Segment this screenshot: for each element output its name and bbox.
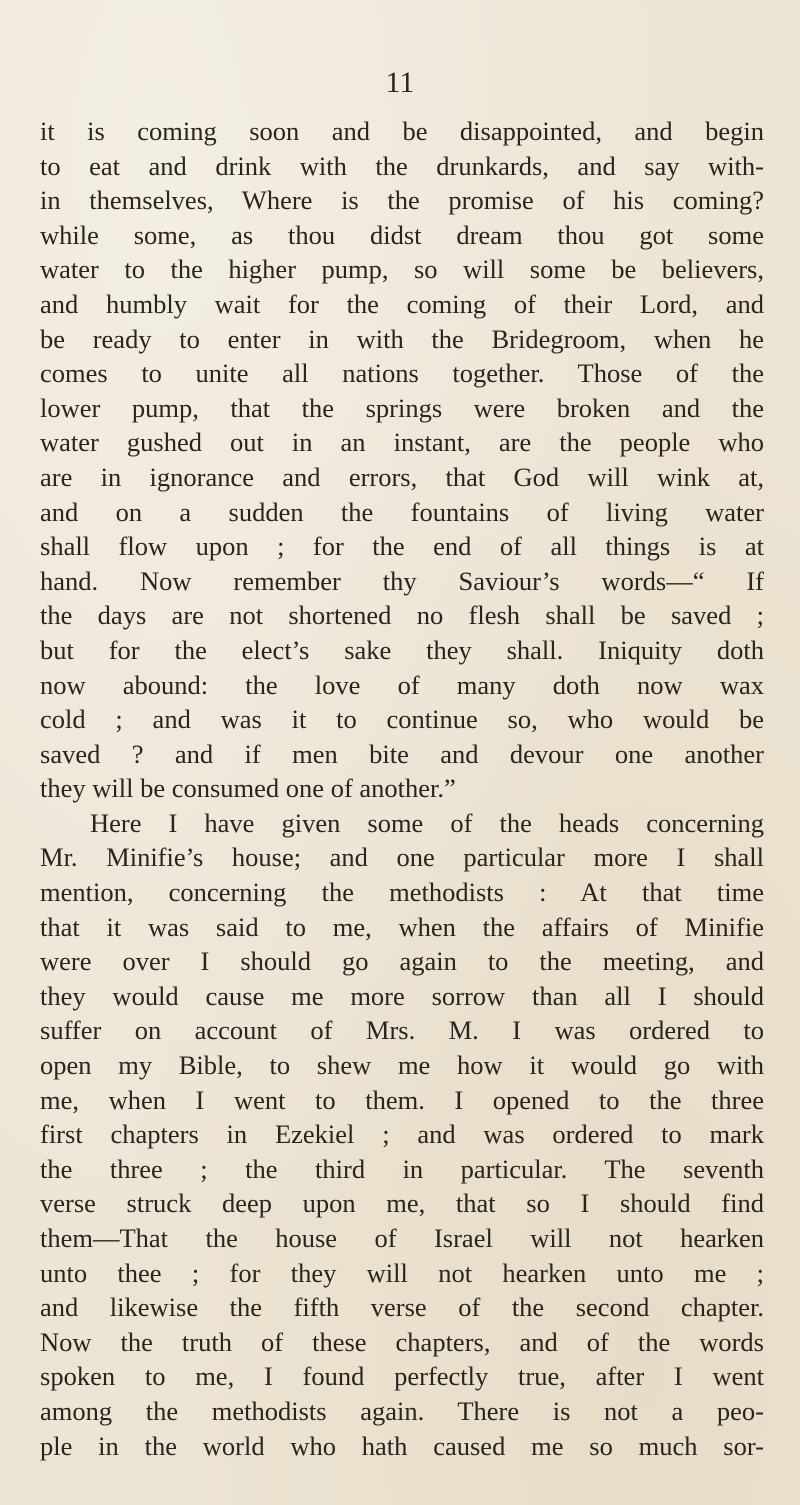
text-line: saved ? and if men bite and devour one another: [40, 738, 764, 769]
paragraph-end-line: they will be consumed one of another.”: [40, 773, 456, 804]
text-line: but for the elect’s sake they shall. Iniquity doth: [40, 634, 764, 665]
text-line: to eat and drink with the drunkards, and say with-: [40, 150, 764, 181]
text-line: open my Bible, to shew me how it would go with: [40, 1050, 764, 1081]
text-line: ple in the world who hath caused me so much sor-: [40, 1430, 764, 1461]
text-line: spoken to me, I found perfectly true, after I went: [40, 1361, 764, 1392]
text-line: cold ; and was it to continue so, who would be: [40, 704, 764, 735]
text-line: unto thee ; for they will not hearken unto me ;: [40, 1257, 764, 1288]
text-line: Now the truth of these chapters, and of the words: [40, 1326, 764, 1357]
paragraph-start-line: Here I have given some of the heads concerning: [90, 807, 764, 838]
text-line: and on a sudden the fountains of living water: [40, 496, 764, 527]
text-line: verse struck deep upon me, that so I should find: [40, 1188, 764, 1219]
text-line: shall flow upon ; for the end of all things is at: [40, 531, 764, 562]
text-line: me, when I went to them. I opened to the three: [40, 1084, 764, 1115]
text-line: Mr. Minifie’s house; and one particular more I shall: [40, 842, 764, 873]
text-line: lower pump, that the springs were broken and the: [40, 392, 764, 423]
text-line: they would cause me more sorrow than all I should: [40, 980, 764, 1011]
text-line: now abound: the love of many doth now wax: [40, 669, 764, 700]
text-line: comes to unite all nations together. Those of the: [40, 358, 764, 389]
text-line: suffer on account of Mrs. M. I was ordered to: [40, 1015, 764, 1046]
text-line: it is coming soon and be disappointed, and begin: [40, 116, 764, 146]
text-line: and humbly wait for the coming of their Lord, and: [40, 288, 764, 319]
text-line: mention, concerning the methodists : At that time: [40, 877, 764, 908]
text-line: be ready to enter in with the Bridegroom, when he: [40, 323, 764, 354]
page-number: 11: [385, 66, 415, 99]
body-text: [40, 114, 764, 1463]
text-line: were over I should go again to the meeting, and: [40, 946, 764, 977]
text-line: and likewise the fifth verse of the second chapter.: [40, 1292, 764, 1323]
text-line: first chapters in Ezekiel ; and was ordered to mark: [40, 1119, 764, 1150]
text-line: hand. Now remember thy Saviour’s words—“ If: [40, 565, 764, 596]
text-line: in themselves, Where is the promise of his coming?: [40, 185, 764, 216]
text-line: water to the higher pump, so will some be believers,: [40, 254, 764, 285]
text-line: while some, as thou didst dream thou got some: [40, 219, 764, 250]
text-line: among the methodists again. There is not a peo-: [40, 1395, 764, 1426]
text-line: that it was said to me, when the affairs of Minifie: [40, 911, 764, 942]
text-line: the days are not shortened no flesh shall be saved ;: [40, 600, 764, 631]
text-line: are in ignorance and errors, that God will wink at,: [40, 461, 764, 492]
text-line: water gushed out in an instant, are the people who: [40, 427, 764, 458]
text-line: them—That the house of Israel will not hearken: [40, 1223, 764, 1253]
text-line: the three ; the third in particular. The seventh: [40, 1153, 764, 1184]
